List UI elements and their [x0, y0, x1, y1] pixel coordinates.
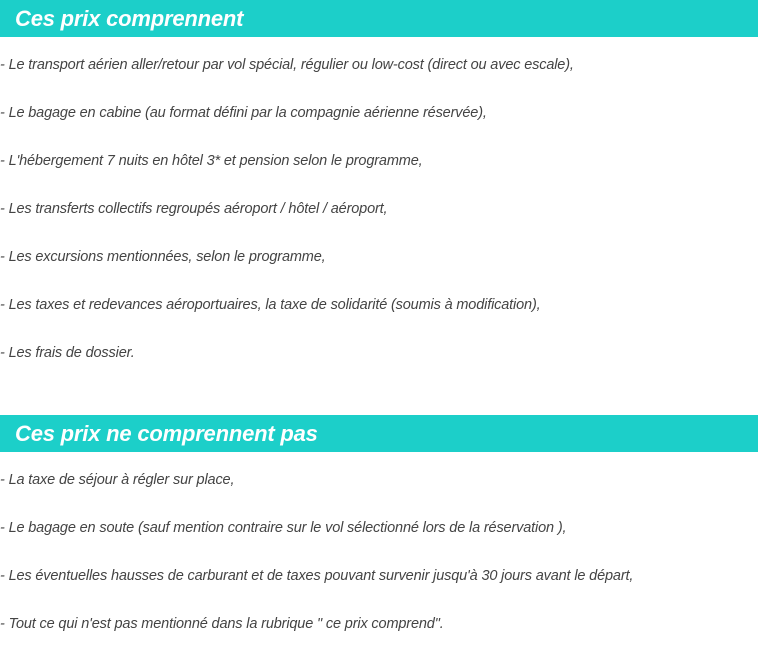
- list-item: - Les éventuelles hausses de carburant et de taxes pouvant survenir jusqu'à 30 jours avant le départ,: [0, 566, 758, 614]
- included-section-title: Ces prix comprennent: [15, 5, 244, 31]
- list-item: - Les transferts collectifs regroupés aéroport / hôtel / aéroport,: [0, 199, 758, 247]
- list-item: - Les excursions mentionnées, selon le programme,: [0, 247, 758, 295]
- excluded-section-header: [0, 415, 758, 452]
- list-item: - Le transport aérien aller/retour par vol spécial, régulier ou low-cost (direct ou avec escale),: [0, 55, 758, 103]
- list-item: - Tout ce qui n'est pas mentionné dans la rubrique " ce prix comprend".: [0, 614, 758, 662]
- excluded-items-list: [0, 470, 758, 662]
- list-item: - L'hébergement 7 nuits en hôtel 3* et pension selon le programme,: [0, 151, 758, 199]
- list-item: - Le bagage en soute (sauf mention contraire sur le vol sélectionné lors de la réservation ),: [0, 518, 758, 566]
- list-item: - Les taxes et redevances aéroportuaires, la taxe de solidarité (soumis à modification),: [0, 295, 758, 343]
- list-item: - La taxe de séjour à régler sur place,: [0, 470, 758, 518]
- excluded-section-title: Ces prix ne comprennent pas: [15, 420, 318, 446]
- list-item: - Le bagage en cabine (au format défini par la compagnie aérienne réservée),: [0, 103, 758, 151]
- included-items-list: [0, 55, 758, 391]
- included-section-header: [0, 0, 758, 37]
- list-item: - Les frais de dossier.: [0, 343, 758, 391]
